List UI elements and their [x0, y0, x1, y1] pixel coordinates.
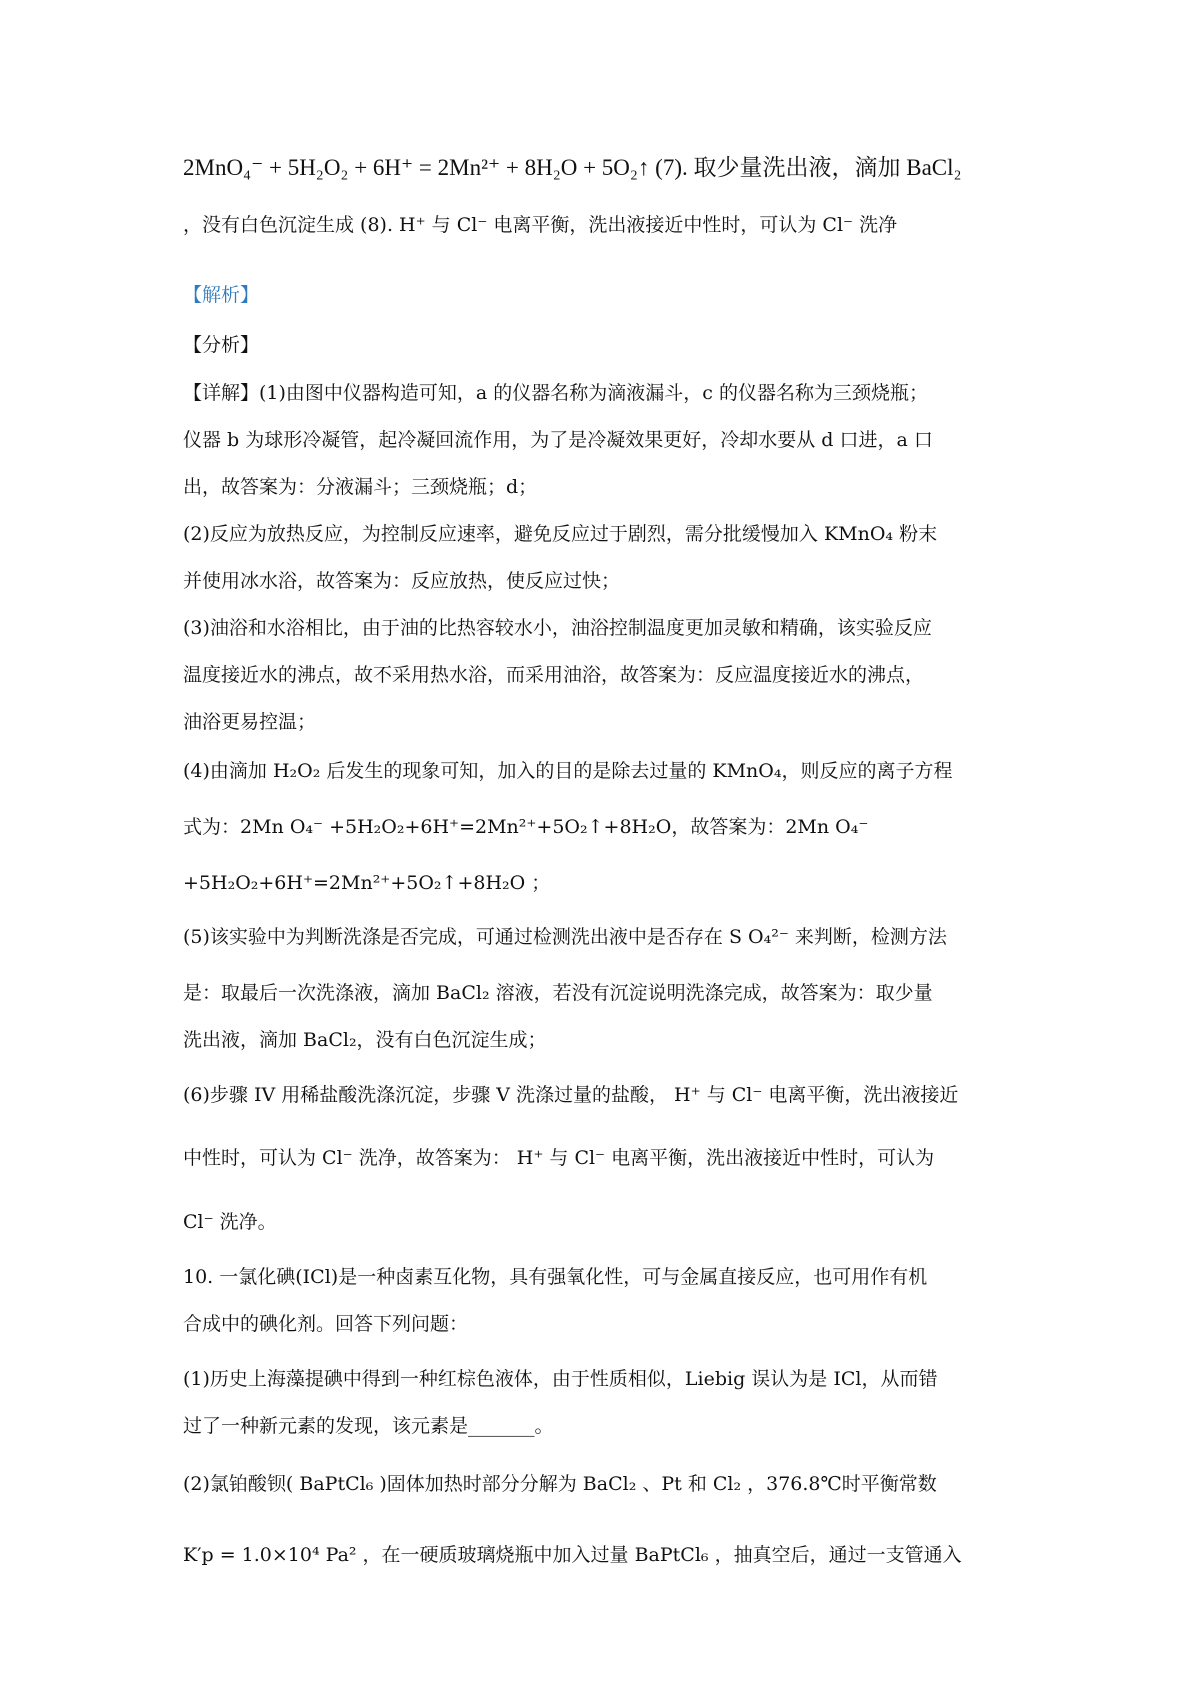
text-line-l06: 仪器 b 为球形冷凝管，起冷凝回流作用，为了是冷凝效果更好，冷却水要从 d 口进，a 口 — [183, 429, 933, 451]
text-line-l25: 过了一种新元素的发现，该元素是_______。 — [183, 1415, 554, 1437]
text-line-l17: 是：取最后一次洗涤液，滴加 BaCl₂ 溶液，若没有沉淀说明洗涤完成，故答案为：取少量 — [183, 982, 933, 1004]
text-line-l01: 2MnO₄⁻ + 5H₂O₂ + 6H⁺ = 2Mn²⁺ + 8H₂O + 5O₂↑ (7). 取少量洗出液，滴加 BaCl₂ — [183, 155, 962, 180]
text-line-l07: 出，故答案为：分液漏斗；三颈烧瓶；d； — [183, 476, 538, 498]
text-line-l13: (4)由滴加 H₂O₂ 后发生的现象可知，加入的目的是除去过量的 KMnO₄，则反应的离子方程 — [183, 760, 953, 782]
text-line-l04: 【分析】 — [183, 334, 260, 356]
text-line-l02: ，没有白色沉淀生成 (8). H⁺ 与 Cl⁻ 电离平衡，洗出液接近中性时，可认为 Cl⁻ 洗净 — [183, 214, 898, 236]
text-line-l08: (2)反应为放热反应，为控制反应速率，避免反应过于剧烈，需分批缓慢加入 KMnO₄ 粉末 — [183, 523, 938, 545]
text-line-l20: 中性时，可认为 Cl⁻ 洗净，故答案为： H⁺ 与 Cl⁻ 电离平衡，洗出液接近中性时，可认为 — [183, 1147, 935, 1169]
text-line-l24: (1)历史上海藻提碘中得到一种红棕色液体，由于性质相似，Liebig 误认为是 ICl，从而错 — [183, 1368, 938, 1390]
text-line-l09: 并使用冰水浴，故答案为：反应放热，使反应过快； — [183, 570, 621, 592]
text-line-l21: Cl⁻ 洗净。 — [183, 1211, 277, 1233]
text-line-l11: 温度接近水的沸点，故不采用热水浴，而采用油浴，故答案为：反应温度接近水的沸点， — [183, 664, 925, 686]
text-line-l16: (5)该实验中为判断洗涤是否完成，可通过检测洗出液中是否存在 S O₄²⁻ 来判断，检测方法 — [183, 926, 947, 948]
text-line-l26: (2)氯铂酸钡( BaPtCl₆ )固体加热时部分分解为 BaCl₂ 、Pt 和 Cl₂ ，376.8℃时平衡常数 — [183, 1473, 937, 1495]
text-line-l03: 【解析】 — [183, 284, 260, 306]
text-line-l12: 油浴更易控温； — [183, 711, 317, 733]
text-line-l27: K′p = 1.0×10⁴ Pa² ，在一硬质玻璃烧瓶中加入过量 BaPtCl₆ ，抽真空后，通过一支管通入 — [183, 1544, 962, 1566]
text-line-l22: 10. 一氯化碘(ICl)是一种卤素互化物，具有强氧化性，可与金属直接反应，也可用作有机 — [183, 1266, 928, 1288]
text-line-l23: 合成中的碘化剂。回答下列问题： — [183, 1313, 469, 1335]
text-line-l10: (3)油浴和水浴相比，由于油的比热容较水小，油浴控制温度更加灵敏和精确，该实验反应 — [183, 617, 932, 639]
text-line-l19: (6)步骤 IV 用稀盐酸洗涤沉淀，步骤 V 洗涤过量的盐酸， H⁺ 与 Cl⁻ 电离平衡，洗出液接近 — [183, 1084, 959, 1106]
text-line-l15: +5H₂O₂+6H⁺=2Mn²⁺+5O₂↑+8H₂O ； — [183, 872, 551, 894]
text-line-l14: 式为：2Mn O₄⁻ +5H₂O₂+6H⁺=2Mn²⁺+5O₂↑+8H₂O，故答案为：2Mn O₄⁻ — [183, 816, 869, 838]
text-line-l18: 洗出液，滴加 BaCl₂，没有白色沉淀生成； — [183, 1029, 547, 1051]
text-line-l05: 【详解】(1)由图中仪器构造可知，a 的仪器名称为滴液漏斗，c 的仪器名称为三颈烧瓶； — [183, 382, 928, 404]
